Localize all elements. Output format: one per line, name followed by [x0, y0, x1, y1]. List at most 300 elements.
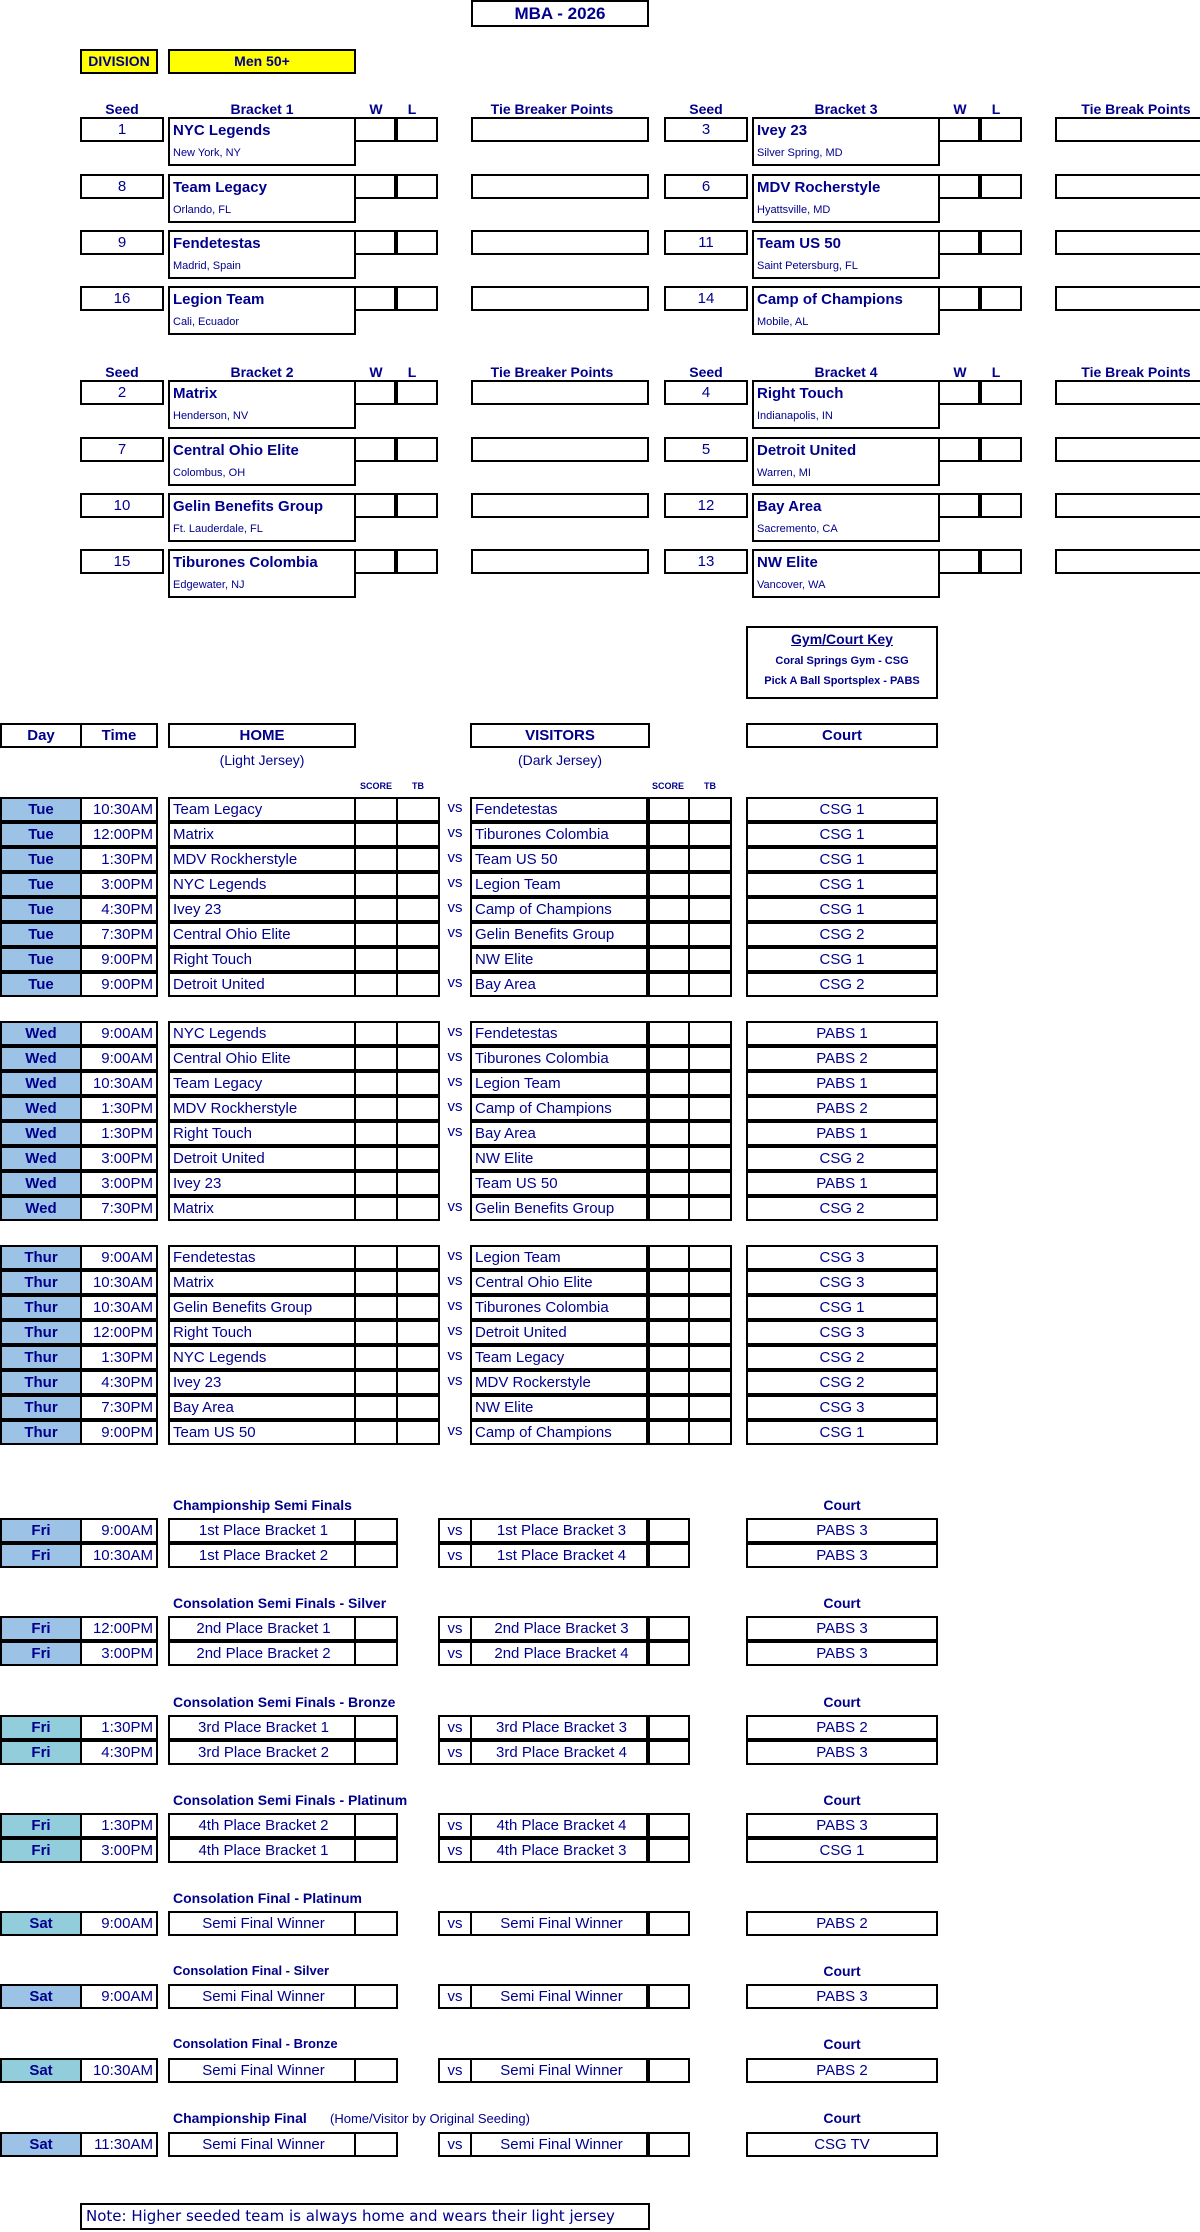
team-name: NW Elite — [752, 549, 940, 574]
vs-label: vs — [447, 1023, 463, 1040]
team-location: Sacremento, CA — [752, 518, 940, 542]
day-cell: Sat — [0, 2058, 82, 2083]
visitor-team: MDV Rockerstyle — [470, 1370, 650, 1395]
losses-field[interactable] — [978, 549, 1022, 574]
seed-box: 4 — [664, 380, 748, 405]
home-team: Matrix — [168, 822, 356, 847]
visitor-tb[interactable] — [688, 1345, 732, 1370]
visitor-tb[interactable] — [688, 822, 732, 847]
home-score[interactable] — [354, 1295, 398, 1320]
seed-header: Seed — [105, 101, 139, 117]
visitor-score[interactable] — [646, 822, 690, 847]
team-name: Central Ohio Elite — [168, 437, 356, 462]
home-tb[interactable] — [396, 1046, 440, 1071]
court-cell: PABS 3 — [746, 1813, 938, 1838]
day-cell: Thur — [0, 1420, 82, 1445]
playoff-section-title: Championship Semi Finals — [173, 1497, 352, 1513]
home-tb[interactable] — [396, 1370, 440, 1395]
visitor-score[interactable] — [646, 1420, 690, 1445]
wins-field[interactable] — [938, 380, 982, 405]
visitor-team: Camp of Champions — [470, 1096, 650, 1121]
home-tb[interactable] — [396, 1270, 440, 1295]
home-score[interactable] — [354, 797, 398, 822]
home-team: Detroit United — [168, 1146, 356, 1171]
day-cell: Thur — [0, 1370, 82, 1395]
court-cell: CSG 2 — [746, 1146, 938, 1171]
day-cell: Fri — [0, 1543, 82, 1568]
day-cell: Fri — [0, 1715, 82, 1740]
home-tb[interactable] — [396, 1096, 440, 1121]
home-score[interactable] — [354, 1543, 398, 1568]
visitor-score[interactable] — [646, 1171, 690, 1196]
time-cell: 12:00PM — [80, 1616, 158, 1641]
tie-break-field[interactable] — [471, 549, 649, 574]
court-label: Court — [823, 1963, 861, 1979]
time-cell: 9:00PM — [80, 947, 158, 972]
home-tb[interactable] — [396, 1345, 440, 1370]
visitor-score[interactable] — [646, 1096, 690, 1121]
home-score[interactable] — [354, 1046, 398, 1071]
seed-box: 11 — [664, 230, 748, 255]
home-team: Semi Final Winner — [168, 1911, 356, 1936]
visitor-score[interactable] — [646, 1196, 690, 1221]
home-score[interactable] — [354, 1911, 398, 1936]
tie-break-field[interactable] — [471, 286, 649, 311]
vs-label: vs — [447, 1272, 463, 1289]
seed-box: 15 — [80, 549, 164, 574]
team-name: Ivey 23 — [752, 117, 940, 142]
losses-field[interactable] — [394, 230, 438, 255]
wins-field[interactable] — [938, 437, 982, 462]
visitor-score[interactable] — [646, 1295, 690, 1320]
visitor-team: Tiburones Colombia — [470, 1046, 650, 1071]
losses-field[interactable] — [978, 493, 1022, 518]
losses-field[interactable] — [394, 549, 438, 574]
losses-field[interactable] — [394, 117, 438, 142]
visitor-tb[interactable] — [688, 872, 732, 897]
home-tb[interactable] — [396, 1071, 440, 1096]
time-cell: 10:30AM — [80, 1543, 158, 1568]
wins-field[interactable] — [938, 117, 982, 142]
home-score[interactable] — [354, 947, 398, 972]
losses-field[interactable] — [394, 437, 438, 462]
home-team: 1st Place Bracket 1 — [168, 1518, 356, 1543]
day-cell: Tue — [0, 797, 82, 822]
home-tb[interactable] — [396, 897, 440, 922]
wins-field[interactable] — [354, 117, 398, 142]
home-score[interactable] — [354, 1121, 398, 1146]
home-score[interactable] — [354, 1838, 398, 1863]
visitor-score[interactable] — [646, 1245, 690, 1270]
wins-field[interactable] — [354, 174, 398, 199]
seed-box: 6 — [664, 174, 748, 199]
home-score[interactable] — [354, 1715, 398, 1740]
visitor-score[interactable] — [646, 897, 690, 922]
time-cell: 1:30PM — [80, 1345, 158, 1370]
visitors-subheader: (Dark Jersey) — [517, 752, 602, 768]
home-score[interactable] — [354, 1021, 398, 1046]
visitor-score[interactable] — [646, 1838, 690, 1863]
home-tb[interactable] — [396, 947, 440, 972]
visitor-team: NW Elite — [470, 1146, 650, 1171]
visitor-team: Team US 50 — [470, 1171, 650, 1196]
vs-label: vs — [447, 1422, 463, 1439]
jersey-note: Note: Higher seeded team is always home and wears their light jersey — [80, 2203, 650, 2230]
team-name: Team US 50 — [752, 230, 940, 255]
tie-break-field[interactable] — [471, 380, 649, 405]
home-tb[interactable] — [396, 1146, 440, 1171]
home-team: Gelin Benefits Group — [168, 1295, 356, 1320]
losses-field[interactable] — [978, 117, 1022, 142]
tie-break-field[interactable] — [1055, 380, 1200, 405]
tie-break-field[interactable] — [471, 437, 649, 462]
visitor-score[interactable] — [646, 947, 690, 972]
losses-field[interactable] — [394, 174, 438, 199]
losses-header: L — [991, 364, 1001, 380]
visitor-tb[interactable] — [688, 1420, 732, 1445]
team-location: Ft. Lauderdale, FL — [168, 518, 356, 542]
time-cell: 9:00AM — [80, 1984, 158, 2009]
home-score[interactable] — [354, 1395, 398, 1420]
visitor-tb[interactable] — [688, 1071, 732, 1096]
home-tb[interactable] — [396, 972, 440, 997]
home-team: Right Touch — [168, 947, 356, 972]
court-cell: PABS 2 — [746, 1715, 938, 1740]
home-score[interactable] — [354, 2058, 398, 2083]
wins-field[interactable] — [938, 549, 982, 574]
time-cell: 1:30PM — [80, 1715, 158, 1740]
tie-break-header: Tie Break Points — [1081, 101, 1191, 117]
home-score[interactable] — [354, 922, 398, 947]
court-label: Court — [823, 1595, 861, 1611]
visitor-team: Camp of Champions — [470, 897, 650, 922]
visitor-team: Detroit United — [470, 1320, 650, 1345]
wins-field[interactable] — [938, 286, 982, 311]
team-name: Tiburones Colombia — [168, 549, 356, 574]
vs-label: vs — [447, 1198, 463, 1215]
home-score[interactable] — [354, 822, 398, 847]
court-cell: CSG 2 — [746, 1345, 938, 1370]
team-name: Legion Team — [168, 286, 356, 311]
visitor-score[interactable] — [646, 1984, 690, 2009]
visitor-score[interactable] — [646, 872, 690, 897]
playoff-section-title: Consolation Final - Bronze — [173, 2036, 338, 2051]
day-cell: Sat — [0, 1984, 82, 2009]
team-location: New York, NY — [168, 142, 356, 166]
wins-field[interactable] — [938, 493, 982, 518]
home-team: Central Ohio Elite — [168, 1046, 356, 1071]
wins-field[interactable] — [938, 174, 982, 199]
home-score[interactable] — [354, 1345, 398, 1370]
visitor-team: Central Ohio Elite — [470, 1270, 650, 1295]
home-score[interactable] — [354, 897, 398, 922]
home-score[interactable] — [354, 1518, 398, 1543]
visitor-score[interactable] — [646, 1395, 690, 1420]
court-cell: PABS 2 — [746, 1911, 938, 1936]
team-name: Fendetestas — [168, 230, 356, 255]
day-cell: Thur — [0, 1395, 82, 1420]
team-name: Matrix — [168, 380, 356, 405]
losses-field[interactable] — [978, 380, 1022, 405]
court-cell: CSG 3 — [746, 1395, 938, 1420]
home-score[interactable] — [354, 1740, 398, 1765]
home-tb[interactable] — [396, 1021, 440, 1046]
home-tb[interactable] — [396, 797, 440, 822]
visitor-score[interactable] — [646, 1270, 690, 1295]
home-tb[interactable] — [396, 1295, 440, 1320]
home-score[interactable] — [354, 1813, 398, 1838]
tie-break-field[interactable] — [1055, 174, 1200, 199]
day-cell: Tue — [0, 947, 82, 972]
home-tb[interactable] — [396, 822, 440, 847]
tie-break-field[interactable] — [1055, 549, 1200, 574]
visitor-tb[interactable] — [688, 897, 732, 922]
visitor-tb[interactable] — [688, 1021, 732, 1046]
time-cell: 1:30PM — [80, 1121, 158, 1146]
visitor-score[interactable] — [646, 1121, 690, 1146]
visitor-score[interactable] — [646, 1320, 690, 1345]
visitor-score[interactable] — [646, 1911, 690, 1936]
home-tb[interactable] — [396, 1320, 440, 1345]
wins-header: W — [953, 101, 967, 117]
court-cell: CSG 2 — [746, 922, 938, 947]
time-cell: 7:30PM — [80, 1196, 158, 1221]
wins-field[interactable] — [354, 549, 398, 574]
visitor-team: 2nd Place Bracket 3 — [470, 1616, 650, 1641]
visitor-score[interactable] — [646, 1616, 690, 1641]
time-cell: 3:00PM — [80, 1838, 158, 1863]
tie-break-field[interactable] — [471, 493, 649, 518]
home-score[interactable] — [354, 1096, 398, 1121]
home-team: 4th Place Bracket 1 — [168, 1838, 356, 1863]
home-team: Semi Final Winner — [168, 2132, 356, 2157]
visitor-team: Camp of Champions — [470, 1420, 650, 1445]
day-cell: Thur — [0, 1320, 82, 1345]
team-location: Saint Petersburg, FL — [752, 255, 940, 279]
visitor-score[interactable] — [646, 1345, 690, 1370]
visitor-score[interactable] — [646, 1021, 690, 1046]
visitor-score[interactable] — [646, 1543, 690, 1568]
home-score[interactable] — [354, 1270, 398, 1295]
home-score[interactable] — [354, 1984, 398, 2009]
day-header: Day — [0, 723, 82, 748]
tie-break-field[interactable] — [471, 174, 649, 199]
tie-break-header: Tie Break Points — [1081, 364, 1191, 380]
tie-break-header: Tie Breaker Points — [490, 101, 614, 117]
visitor-score[interactable] — [646, 1046, 690, 1071]
time-header: Time — [80, 723, 158, 748]
visitor-team: Fendetestas — [470, 1021, 650, 1046]
team-location: Edgewater, NJ — [168, 574, 356, 598]
vs-label: vs — [438, 1715, 472, 1740]
time-cell: 3:00PM — [80, 1641, 158, 1666]
visitor-score[interactable] — [646, 1813, 690, 1838]
home-score[interactable] — [354, 1196, 398, 1221]
visitor-tb[interactable] — [688, 1196, 732, 1221]
day-cell: Fri — [0, 1740, 82, 1765]
vs-label: vs — [438, 1518, 472, 1543]
wins-field[interactable] — [354, 380, 398, 405]
visitor-score[interactable] — [646, 1370, 690, 1395]
visitor-team: Semi Final Winner — [470, 2058, 650, 2083]
wins-header: W — [369, 364, 383, 380]
day-cell: Tue — [0, 922, 82, 947]
team-location: Warren, MI — [752, 462, 940, 486]
home-score[interactable] — [354, 1320, 398, 1345]
day-cell: Wed — [0, 1096, 82, 1121]
home-score[interactable] — [354, 1616, 398, 1641]
time-cell: 9:00AM — [80, 1911, 158, 1936]
visitor-score[interactable] — [646, 1740, 690, 1765]
home-score[interactable] — [354, 847, 398, 872]
visitor-tb[interactable] — [688, 1295, 732, 1320]
vs-label: vs — [438, 1641, 472, 1666]
home-team: NYC Legends — [168, 1345, 356, 1370]
tie-break-field[interactable] — [1055, 437, 1200, 462]
playoff-section-title: Consolation Final - Silver — [173, 1963, 330, 1978]
visitor-tb[interactable] — [688, 1320, 732, 1345]
home-tb[interactable] — [396, 847, 440, 872]
visitor-team: 1st Place Bracket 3 — [470, 1518, 650, 1543]
home-score[interactable] — [354, 1146, 398, 1171]
home-score[interactable] — [354, 1420, 398, 1445]
time-cell: 9:00AM — [80, 1021, 158, 1046]
tie-break-field[interactable] — [1055, 286, 1200, 311]
wins-field[interactable] — [354, 230, 398, 255]
day-cell: Thur — [0, 1270, 82, 1295]
visitor-score[interactable] — [646, 1641, 690, 1666]
team-name: Bay Area — [752, 493, 940, 518]
losses-field[interactable] — [394, 286, 438, 311]
losses-field[interactable] — [978, 230, 1022, 255]
home-team: Ivey 23 — [168, 897, 356, 922]
court-cell: CSG TV — [746, 2132, 938, 2157]
wins-field[interactable] — [354, 493, 398, 518]
visitor-tb[interactable] — [688, 1046, 732, 1071]
visitor-score[interactable] — [646, 972, 690, 997]
tie-break-field[interactable] — [1055, 493, 1200, 518]
time-cell: 9:00PM — [80, 1420, 158, 1445]
home-tb[interactable] — [396, 1395, 440, 1420]
vs-label: vs — [438, 1616, 472, 1641]
losses-field[interactable] — [978, 437, 1022, 462]
visitor-score[interactable] — [646, 922, 690, 947]
visitor-score[interactable] — [646, 2132, 690, 2157]
visitor-tb[interactable] — [688, 1270, 732, 1295]
team-location: Cali, Ecuador — [168, 311, 356, 335]
visitor-tb[interactable] — [688, 1121, 732, 1146]
home-tb[interactable] — [396, 1245, 440, 1270]
court-cell: CSG 1 — [746, 1420, 938, 1445]
visitor-score[interactable] — [646, 1071, 690, 1096]
tie-break-field[interactable] — [471, 230, 649, 255]
visitor-tb[interactable] — [688, 1395, 732, 1420]
visitor-score[interactable] — [646, 1518, 690, 1543]
visitor-tb[interactable] — [688, 972, 732, 997]
losses-field[interactable] — [978, 286, 1022, 311]
home-tb[interactable] — [396, 1420, 440, 1445]
home-score[interactable] — [354, 1370, 398, 1395]
vs-label: vs — [447, 824, 463, 841]
vs-label: vs — [447, 1073, 463, 1090]
vs-label: vs — [447, 799, 463, 816]
division-label: DIVISION — [80, 49, 158, 74]
time-cell: 9:00AM — [80, 1245, 158, 1270]
playoff-section-subtitle: (Home/Visitor by Original Seeding) — [330, 2111, 530, 2126]
home-tb[interactable] — [396, 872, 440, 897]
home-tb[interactable] — [396, 1171, 440, 1196]
tie-break-field[interactable] — [1055, 230, 1200, 255]
vs-label: vs — [438, 1740, 472, 1765]
vs-label: vs — [438, 2132, 472, 2157]
home-score-label: SCORE — [359, 781, 392, 791]
losses-field[interactable] — [394, 493, 438, 518]
visitor-score[interactable] — [646, 847, 690, 872]
home-tb[interactable] — [396, 922, 440, 947]
home-score[interactable] — [354, 1245, 398, 1270]
home-score[interactable] — [354, 2132, 398, 2157]
vs-label: vs — [447, 1123, 463, 1140]
visitor-score[interactable] — [646, 797, 690, 822]
home-score[interactable] — [354, 972, 398, 997]
wins-field[interactable] — [938, 230, 982, 255]
losses-header: L — [407, 364, 417, 380]
visitor-tb[interactable] — [688, 947, 732, 972]
home-score[interactable] — [354, 1071, 398, 1096]
court-cell: PABS 3 — [746, 1984, 938, 2009]
court-cell: PABS 3 — [746, 1543, 938, 1568]
home-score[interactable] — [354, 1641, 398, 1666]
seed-header: Seed — [105, 364, 139, 380]
vs-label: vs — [447, 924, 463, 941]
home-team: Team US 50 — [168, 1420, 356, 1445]
visitor-tb[interactable] — [688, 797, 732, 822]
team-name: Right Touch — [752, 380, 940, 405]
losses-field[interactable] — [394, 380, 438, 405]
home-score[interactable] — [354, 1171, 398, 1196]
visitor-tb[interactable] — [688, 1146, 732, 1171]
home-tb-label: TB — [412, 781, 424, 791]
visitor-score[interactable] — [646, 1146, 690, 1171]
time-cell: 11:30AM — [80, 2132, 158, 2157]
home-score[interactable] — [354, 872, 398, 897]
visitor-tb[interactable] — [688, 922, 732, 947]
visitor-score[interactable] — [646, 2058, 690, 2083]
visitor-team: Tiburones Colombia — [470, 822, 650, 847]
day-cell: Fri — [0, 1518, 82, 1543]
wins-field[interactable] — [354, 437, 398, 462]
seed-box: 7 — [80, 437, 164, 462]
home-tb[interactable] — [396, 1121, 440, 1146]
visitor-tb[interactable] — [688, 1370, 732, 1395]
losses-field[interactable] — [978, 174, 1022, 199]
visitor-tb[interactable] — [688, 1096, 732, 1121]
tie-break-field[interactable] — [1055, 117, 1200, 142]
team-location: Silver Spring, MD — [752, 142, 940, 166]
visitor-tb[interactable] — [688, 1171, 732, 1196]
time-cell: 12:00PM — [80, 1320, 158, 1345]
home-tb[interactable] — [396, 1196, 440, 1221]
visitor-tb[interactable] — [688, 847, 732, 872]
bracket2-header: Bracket 2 — [230, 364, 294, 380]
tie-break-field[interactable] — [471, 117, 649, 142]
visitor-score[interactable] — [646, 1715, 690, 1740]
playoff-section-title: Consolation Semi Finals - Silver — [173, 1595, 387, 1611]
wins-field[interactable] — [354, 286, 398, 311]
visitor-tb[interactable] — [688, 1245, 732, 1270]
team-name: Gelin Benefits Group — [168, 493, 356, 518]
home-team: 4th Place Bracket 2 — [168, 1813, 356, 1838]
